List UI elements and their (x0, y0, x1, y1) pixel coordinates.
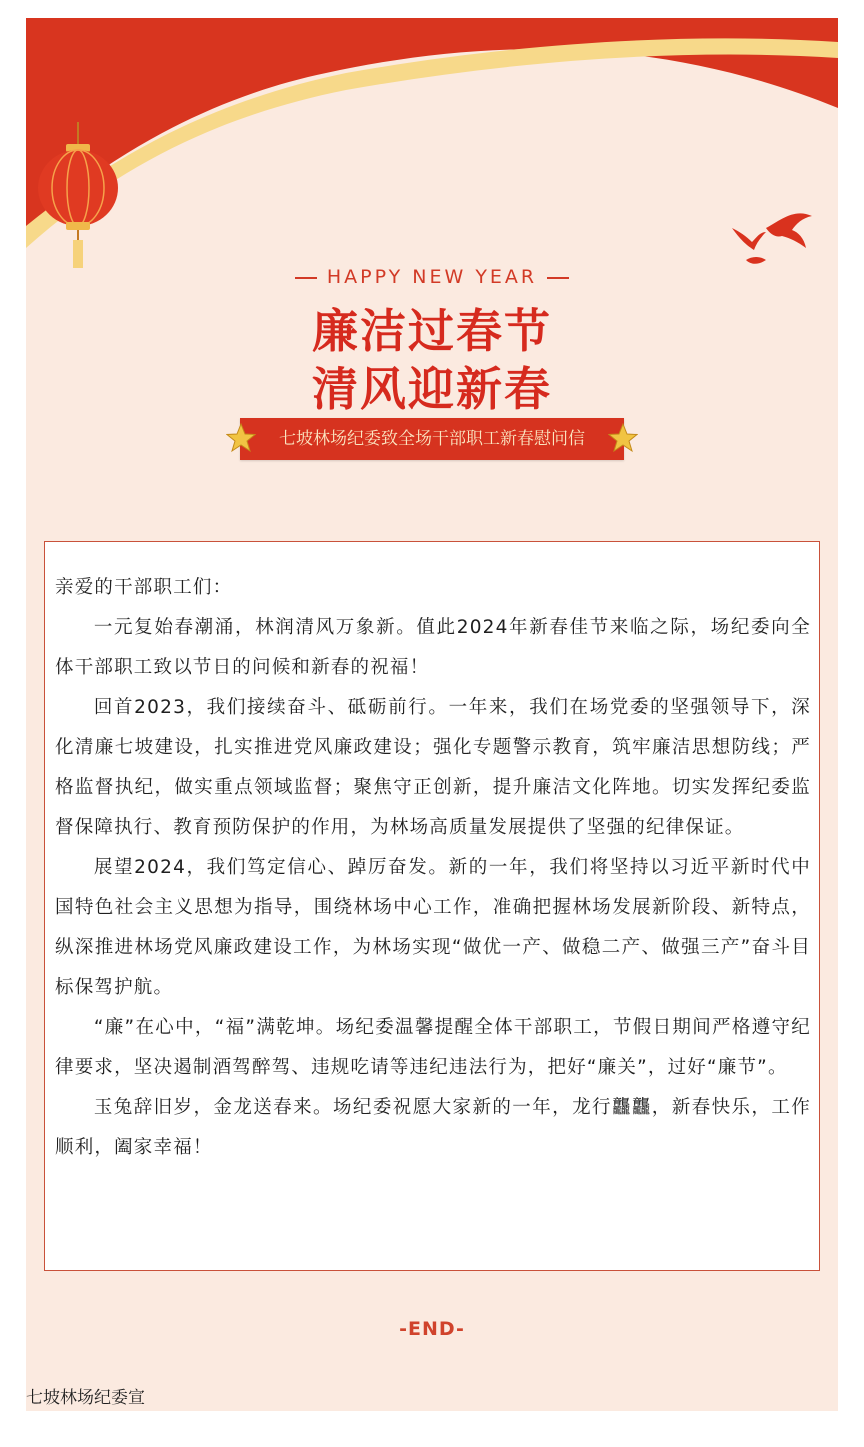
star-icon (226, 423, 256, 453)
star-icon (608, 423, 638, 453)
title-line-2: 清风迎新春 (312, 362, 552, 416)
subtitle-banner: 七坡林场纪委致全场干部职工新春慰问信 (240, 418, 624, 460)
letter-paragraph: 一元复始春潮涌，林润清风万象新。值此2024年新春佳节来临之际，场纪委向全体干部职工致以节日的问候和新春的祝福！ (55, 617, 811, 678)
letter-paragraph: 展望2024，我们笃定信心、踔厉奋发。新的一年，我们将坚持以习近平新时代中国特色社会主义思想为指导，围绕林场中心工作，准确把握林场发展新阶段、新特点，纵深推进林场党风廉政建设工作，为林场实现“做优一产、做稳二产、做强三产”奋斗目标保驾护航。 (55, 857, 811, 998)
letter-paragraph: “廉”在心中，“福”满乾坤。场纪委温馨提醒全体干部职工，节假日期间严格遵守纪律要求，坚决遏制酒驾醉驾、违规吃请等违纪违法行为，把好“廉关”，过好“廉节”。 (55, 1017, 811, 1078)
birds-icon (732, 213, 812, 263)
letter-greeting: 亲爱的干部职工们： (55, 577, 233, 598)
letter-box (44, 541, 820, 1271)
end-marker: -END- (399, 1318, 465, 1340)
footer-text: 七坡林场纪委宣 (26, 1388, 145, 1408)
poster (26, 18, 838, 1411)
happy-new-year-text: HAPPY NEW YEAR (326, 266, 538, 288)
letter-paragraph: 回首2023，我们接续奋斗、砥砺前行。一年来，我们在场党委的坚强领导下，深化清廉七坡建设，扎实推进党风廉政建设；强化专题警示教育，筑牢廉洁思想防线；严格监督执纪，做实重点领域监督；聚焦守正创新，提升廉洁文化阵地。切实发挥纪委监督保障执行、教育预防保护的作用，为林场高质量发展提供了坚强的纪律保证。 (55, 697, 811, 838)
divider-left (295, 277, 317, 279)
letter-paragraph: 玉兔辞旧岁，金龙送春来。场纪委祝愿大家新的一年，龙行龘龘，新春快乐，工作顺利，阖家幸福！ (55, 1097, 811, 1158)
letter-body (55, 568, 811, 1168)
happy-new-year (26, 266, 838, 288)
divider-right (547, 277, 569, 279)
title-line-1: 廉洁过春节 (312, 304, 552, 358)
header-art (26, 18, 838, 288)
